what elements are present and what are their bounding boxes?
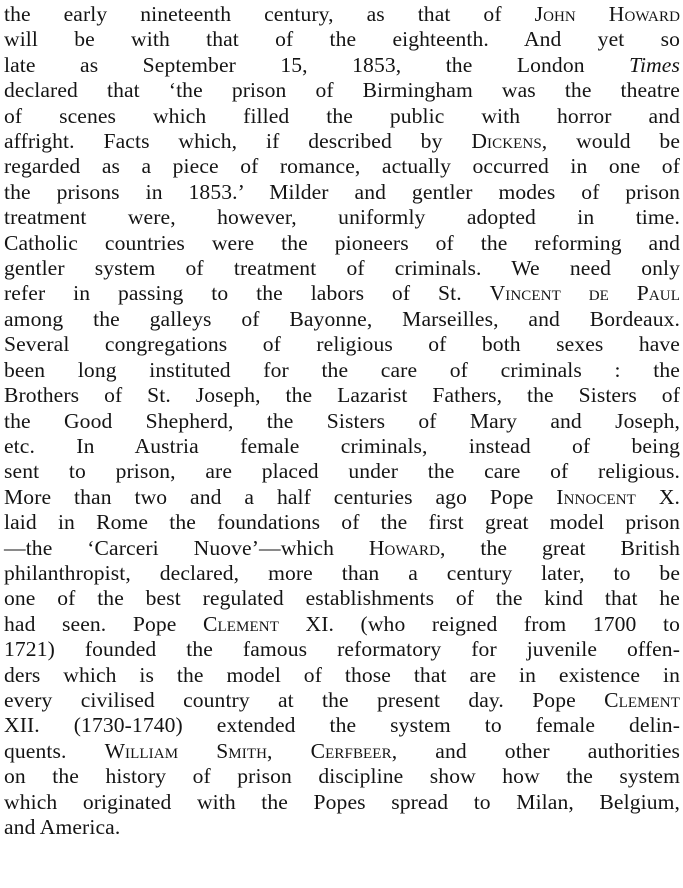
- text-line: [4, 332, 680, 357]
- text-run: of scenes which filled the public with horror and: [4, 103, 680, 128]
- text-run: the early nineteenth century, as that of: [4, 2, 535, 26]
- small-caps-name: Innocent X.: [556, 484, 681, 509]
- text-line: [4, 231, 680, 256]
- text-run: ders which is the model of those that are in existence in: [4, 662, 680, 687]
- text-line: [4, 536, 680, 561]
- small-caps-name: Clement XI.: [203, 611, 334, 636]
- text-line: [4, 663, 680, 688]
- text-line: [4, 205, 680, 230]
- text-run: Several congregations of religious of both sexes have: [4, 332, 680, 357]
- text-run: and America.: [4, 815, 121, 839]
- text-line: [4, 154, 680, 179]
- text-run: , the great British: [440, 535, 680, 560]
- text-run: gentler system of treatment of criminals. We need only: [4, 256, 680, 281]
- text-line: [4, 713, 680, 738]
- text-run: refer in passing to the labors of St.: [4, 281, 490, 306]
- text-run: declared that ‘the prison of Birmingham was the theatre: [4, 78, 680, 103]
- text-line: [4, 53, 680, 78]
- text-line: [4, 281, 680, 306]
- text-line: [4, 434, 680, 459]
- text-line: [4, 510, 680, 535]
- text-line: [4, 612, 680, 637]
- text-line: [4, 2, 680, 27]
- text-run: , would be: [541, 129, 681, 154]
- text-line: [4, 485, 680, 510]
- text-run: philanthropist, declared, more than a century later, to be: [4, 560, 680, 585]
- text-run: —the ‘Carceri Nuove’—which: [4, 535, 369, 560]
- text-line: [4, 790, 680, 815]
- text-run: on the history of prison discipline show how the system: [4, 764, 680, 789]
- text-run: which originated with the Popes spread to Milan, Belgium,: [4, 789, 680, 814]
- text-run: quents.: [4, 738, 105, 763]
- text-run: had seen. Pope: [4, 611, 204, 636]
- text-run: will be with that of the eighteenth. And yet so: [4, 27, 680, 52]
- text-run: been long instituted for the care of criminals : the: [4, 357, 680, 382]
- small-caps-name: Vincent de Paul: [489, 281, 681, 306]
- small-caps-name: John Howard: [534, 2, 680, 26]
- text-line: [4, 104, 680, 129]
- text-line: [4, 764, 680, 789]
- text-line: [4, 180, 680, 205]
- small-caps-name: Howard: [368, 535, 441, 560]
- text-line: [4, 688, 680, 713]
- text-run: More than two and a half centuries ago Pope: [4, 484, 557, 509]
- text-line: [4, 739, 680, 764]
- text-run: (who reigned from 1700 to: [334, 611, 680, 636]
- text-run: ,: [267, 738, 311, 763]
- text-line: [4, 561, 680, 586]
- small-caps-name: Cerfbeer: [310, 738, 392, 763]
- text-line: [4, 78, 680, 103]
- text-line: [4, 586, 680, 611]
- text-run: 1721) founded the famous reformatory for juvenile offen-: [4, 637, 680, 662]
- text-line: [4, 383, 680, 408]
- text-line: [4, 256, 680, 281]
- text-line: [4, 815, 680, 840]
- text-run: Brothers of St. Joseph, the Lazarist Fathers, the Sisters of: [4, 383, 680, 408]
- italic-title: Times: [629, 52, 680, 77]
- small-caps-name: Dickens: [471, 129, 542, 154]
- text-line: [4, 307, 680, 332]
- text-run: affright. Facts which, if described by: [4, 129, 472, 154]
- text-run: every civilised country at the present day. Pope: [4, 687, 605, 712]
- text-run: regarded as a piece of romance, actually occurred in one of: [4, 154, 680, 179]
- small-caps-name: Clement: [604, 687, 680, 712]
- text-run: late as September 15, 1853, the London: [4, 52, 630, 77]
- text-line: [4, 409, 680, 434]
- text-run: one of the best regulated establishments of the kind that he: [4, 586, 680, 611]
- small-caps-name: William Smith: [104, 738, 268, 763]
- text-run: the prisons in 1853.’ Milder and gentler modes of prison: [4, 179, 680, 204]
- text-line: [4, 129, 680, 154]
- text-run: XII. (1730-1740) extended the system to female delin-: [4, 713, 680, 738]
- text-line: [4, 27, 680, 52]
- text-run: among the galleys of Bayonne, Marseilles, and Bordeaux.: [4, 306, 680, 331]
- text-line: [4, 637, 680, 662]
- text-run: etc. In Austria female criminals, instead of being: [4, 433, 680, 458]
- article-body: [4, 2, 680, 840]
- text-run: , and other authorities: [391, 738, 681, 763]
- text-line: [4, 358, 680, 383]
- text-run: sent to prison, are placed under the care of religious.: [4, 459, 680, 484]
- text-run: treatment were, however, uniformly adopted in time.: [4, 205, 680, 230]
- text-run: the Good Shepherd, the Sisters of Mary and Joseph,: [4, 408, 680, 433]
- text-line: [4, 459, 680, 484]
- text-run: laid in Rome the foundations of the first great model prison: [4, 510, 680, 535]
- text-run: Catholic countries were the pioneers of the reforming and: [4, 230, 680, 255]
